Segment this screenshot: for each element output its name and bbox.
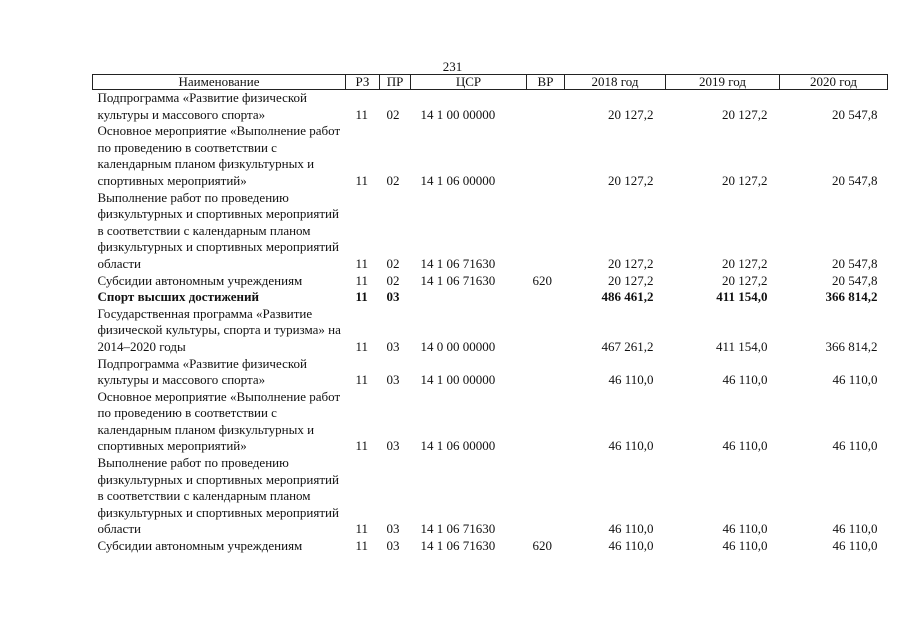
row-rz: 11 bbox=[355, 438, 369, 454]
row-2018: 46 110,0 bbox=[608, 372, 654, 388]
row-2019: 20 127,2 bbox=[722, 172, 768, 188]
row-2019: 20 127,2 bbox=[722, 272, 768, 288]
header-pr: ПР bbox=[380, 75, 411, 90]
row-2020: 20 547,8 bbox=[832, 172, 878, 188]
row-name: Субсидии автономным учреждениям bbox=[97, 272, 303, 288]
row-csr: 14 0 00 00000 bbox=[420, 338, 496, 354]
table-row bbox=[93, 389, 888, 455]
row-pr: 02 bbox=[386, 106, 400, 122]
row-2018: 486 461,2 bbox=[601, 289, 654, 305]
header-rz: РЗ bbox=[346, 75, 380, 90]
row-2019: 46 110,0 bbox=[722, 438, 768, 454]
row-pr: 02 bbox=[386, 255, 400, 271]
row-2020: 20 547,8 bbox=[832, 106, 878, 122]
row-name: Подпрограмма «Развитие физической культуры и массового спорта» bbox=[97, 90, 307, 122]
table-body bbox=[93, 90, 888, 555]
page-number: 231 bbox=[442, 59, 463, 74]
table-row bbox=[93, 190, 888, 273]
row-2018: 46 110,0 bbox=[608, 438, 654, 454]
row-name: Подпрограмма «Развитие физической культуры и массового спорта» bbox=[97, 355, 307, 388]
table-row bbox=[93, 306, 888, 356]
row-name: Выполнение работ по проведению физкультурных и спортивных мероприятий в соответствии с календарным планом физкультурных и спортивных мероприятий области bbox=[97, 189, 339, 271]
header-2019: 2019 год bbox=[666, 75, 780, 90]
row-2019: 411 154,0 bbox=[715, 338, 768, 354]
row-pr: 02 bbox=[386, 272, 400, 288]
row-2019: 20 127,2 bbox=[722, 106, 768, 122]
row-pr: 03 bbox=[386, 372, 400, 388]
row-2018: 467 261,2 bbox=[601, 338, 654, 354]
row-pr: 03 bbox=[386, 289, 400, 305]
row-2019: 46 110,0 bbox=[722, 372, 768, 388]
row-2020: 46 110,0 bbox=[832, 372, 878, 388]
row-2020: 366 814,2 bbox=[825, 338, 878, 354]
row-name: Основное мероприятие «Выполнение работ по проведению в соответствии с календарным планом физкультурных и спортивных мероприятий» bbox=[97, 123, 341, 188]
row-vr bbox=[527, 123, 565, 189]
table-row-section bbox=[93, 289, 888, 306]
row-rz: 11 bbox=[355, 521, 369, 537]
row-pr: 02 bbox=[386, 172, 400, 188]
table-row bbox=[93, 538, 888, 555]
row-rz: 11 bbox=[355, 172, 369, 188]
row-pr: 03 bbox=[386, 438, 400, 454]
header-name: Наименование bbox=[93, 75, 346, 90]
row-vr bbox=[527, 306, 565, 356]
row-csr: 14 1 06 71630 bbox=[420, 255, 496, 271]
row-name: Субсидии автономным учреждениям bbox=[97, 538, 303, 554]
row-name: Государственная программа «Развитие физической культуры, спорта и туризма» на 2014–2020 годы bbox=[97, 305, 341, 354]
header-vr: ВР bbox=[527, 75, 565, 90]
row-rz: 11 bbox=[355, 272, 369, 288]
table-header bbox=[93, 75, 888, 90]
row-csr: 14 1 06 71630 bbox=[420, 272, 496, 288]
row-2020: 20 547,8 bbox=[832, 272, 878, 288]
row-2018: 46 110,0 bbox=[608, 521, 654, 537]
table-row bbox=[93, 455, 888, 538]
row-pr: 03 bbox=[386, 338, 400, 354]
row-vr bbox=[527, 90, 565, 124]
table-row bbox=[93, 273, 888, 290]
row-name: Основное мероприятие «Выполнение работ по проведению в соответствии с календарным планом физкультурных и спортивных мероприятий» bbox=[97, 388, 341, 454]
row-rz: 11 bbox=[355, 255, 369, 271]
row-csr: 14 1 06 71630 bbox=[420, 538, 496, 554]
row-csr: 14 1 00 00000 bbox=[420, 106, 496, 122]
row-vr bbox=[527, 389, 565, 455]
row-2019: 46 110,0 bbox=[722, 521, 768, 537]
table-row bbox=[93, 356, 888, 389]
row-csr: 14 1 06 00000 bbox=[420, 172, 496, 188]
row-2020: 366 814,2 bbox=[825, 289, 878, 305]
row-csr: 14 1 00 00000 bbox=[420, 372, 496, 388]
row-2019: 411 154,0 bbox=[716, 289, 768, 305]
row-rz: 11 bbox=[355, 106, 369, 122]
budget-table bbox=[92, 74, 888, 555]
row-vr bbox=[527, 289, 565, 306]
row-name: Спорт высших достижений bbox=[97, 289, 259, 305]
row-name: Выполнение работ по проведению физкультурных и спортивных мероприятий в соответствии с календарным планом физкультурных и спортивных мероприятий области bbox=[97, 455, 339, 537]
row-rz: 11 bbox=[355, 372, 369, 388]
row-pr: 03 bbox=[386, 538, 400, 554]
row-vr bbox=[527, 190, 565, 273]
row-2020: 46 110,0 bbox=[832, 538, 878, 554]
row-vr bbox=[527, 356, 565, 389]
row-2018: 20 127,2 bbox=[608, 172, 654, 188]
row-2020: 46 110,0 bbox=[832, 521, 878, 537]
header-2020: 2020 год bbox=[780, 75, 888, 90]
header-csr: ЦСР bbox=[411, 75, 527, 90]
row-rz: 11 bbox=[355, 289, 368, 305]
row-2020: 20 547,8 bbox=[832, 255, 878, 271]
header-2018: 2018 год bbox=[565, 75, 666, 90]
row-vr: 620 bbox=[532, 538, 552, 554]
row-2019: 20 127,2 bbox=[722, 255, 768, 271]
row-csr: 14 1 06 00000 bbox=[420, 438, 496, 454]
row-2018: 20 127,2 bbox=[608, 255, 654, 271]
row-csr: 14 1 06 71630 bbox=[420, 521, 496, 537]
row-rz: 11 bbox=[355, 338, 369, 354]
row-rz: 11 bbox=[355, 538, 369, 554]
row-2018: 46 110,0 bbox=[608, 538, 654, 554]
row-vr: 620 bbox=[532, 272, 552, 288]
row-2019: 46 110,0 bbox=[722, 538, 768, 554]
row-csr bbox=[411, 289, 527, 306]
table-row bbox=[93, 90, 888, 124]
row-2020: 46 110,0 bbox=[832, 438, 878, 454]
row-2018: 20 127,2 bbox=[608, 272, 654, 288]
row-2018: 20 127,2 bbox=[608, 106, 654, 122]
row-vr bbox=[527, 455, 565, 538]
row-pr: 03 bbox=[386, 521, 400, 537]
table-row bbox=[93, 123, 888, 189]
